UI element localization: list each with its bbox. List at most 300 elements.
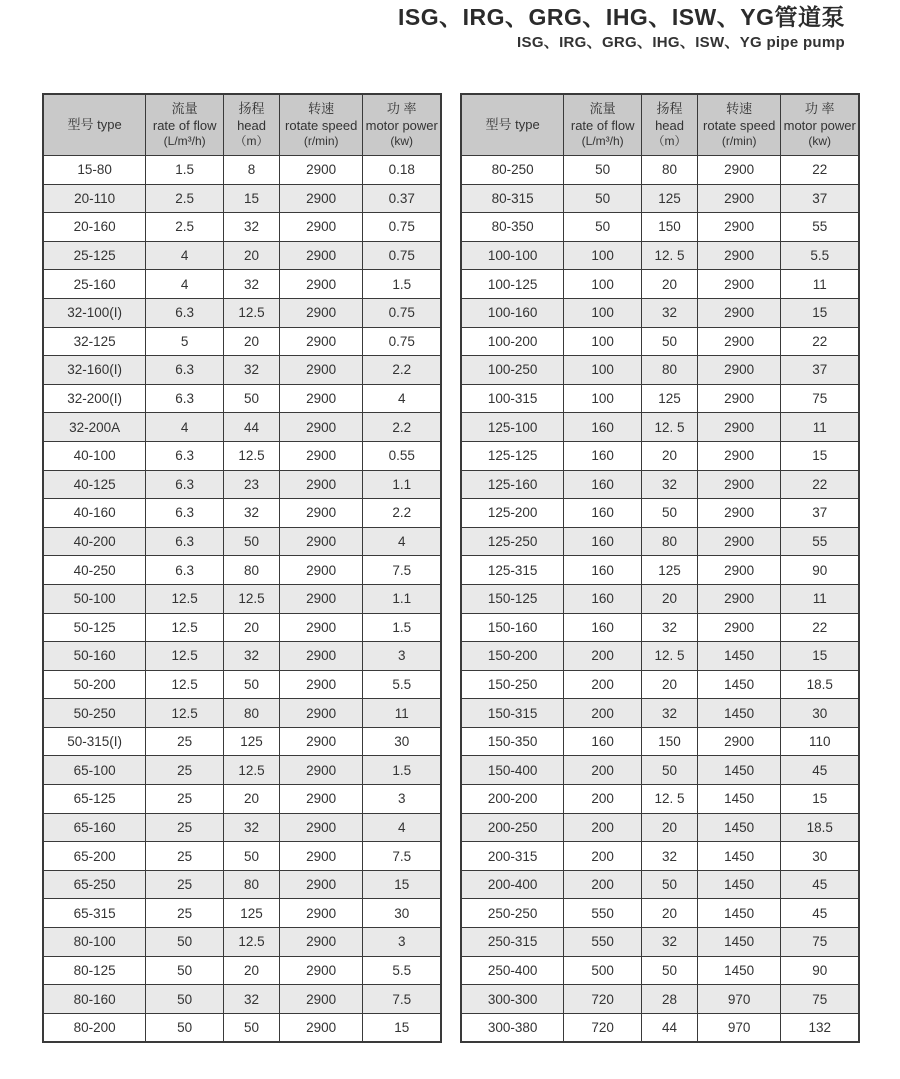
table-row [43, 556, 441, 585]
table-cell: 2900 [697, 727, 781, 756]
table-cell: 125 [224, 899, 280, 928]
table-cell: 1450 [697, 842, 781, 871]
table-cell: 200-250 [461, 813, 564, 842]
table-cell: 0.37 [363, 184, 441, 213]
table-cell: 25 [146, 870, 224, 899]
table-cell: 2.2 [363, 499, 441, 528]
table-cell: 20 [224, 241, 280, 270]
table-cell: 125-250 [461, 527, 564, 556]
table-cell: 6.3 [146, 527, 224, 556]
table-cell: 3 [363, 785, 441, 814]
table-cell: 1450 [697, 670, 781, 699]
table-cell: 32 [224, 270, 280, 299]
table-cell: 2900 [697, 527, 781, 556]
table-row [461, 413, 859, 442]
table-row [43, 670, 441, 699]
table-cell: 200 [564, 842, 642, 871]
table-cell: 7.5 [363, 842, 441, 871]
table-cell: 2900 [697, 384, 781, 413]
table-cell: 50 [146, 928, 224, 957]
table-row [461, 470, 859, 499]
table-cell: 2900 [279, 327, 363, 356]
table-row [461, 956, 859, 985]
header-speed [279, 94, 363, 156]
table-cell: 3 [363, 928, 441, 957]
table-cell: 200-400 [461, 870, 564, 899]
table-cell: 22 [781, 156, 859, 185]
pump-spec-table-left [42, 93, 442, 1043]
table-cell: 80-200 [43, 1013, 146, 1042]
table-row [43, 813, 441, 842]
table-cell: 2900 [279, 727, 363, 756]
table-cell: 100-100 [461, 241, 564, 270]
table-cell: 50 [146, 956, 224, 985]
table-cell: 5.5 [781, 241, 859, 270]
table-cell: 125 [642, 556, 698, 585]
table-cell: 2900 [279, 527, 363, 556]
table-cell: 132 [781, 1013, 859, 1042]
table-row [43, 613, 441, 642]
table-cell: 32 [224, 642, 280, 671]
table-cell: 37 [781, 356, 859, 385]
table-cell: 2900 [279, 184, 363, 213]
page-title-chinese: ISG、IRG、GRG、IHG、ISW、YG管道泵 [398, 4, 845, 30]
table-cell: 32 [642, 613, 698, 642]
table-cell: 75 [781, 985, 859, 1014]
table-cell: 200 [564, 870, 642, 899]
header-speed-zh: 转速 [308, 101, 335, 117]
table-cell: 2900 [697, 441, 781, 470]
table-cell: 100 [564, 356, 642, 385]
table-row [461, 384, 859, 413]
table-cell: 12. 5 [642, 413, 698, 442]
header-flow-en: rate of flow [152, 117, 217, 133]
table-cell: 2900 [279, 384, 363, 413]
table-cell: 7.5 [363, 985, 441, 1014]
table-row [43, 441, 441, 470]
table-cell: 80-125 [43, 956, 146, 985]
table-cell: 150-250 [461, 670, 564, 699]
table-cell: 30 [781, 699, 859, 728]
table-cell: 15-80 [43, 156, 146, 185]
table-row [43, 727, 441, 756]
table-cell: 5.5 [363, 670, 441, 699]
table-cell: 2900 [279, 270, 363, 299]
header-speed [697, 94, 781, 156]
table-cell: 65-125 [43, 785, 146, 814]
table-row [461, 584, 859, 613]
table-cell: 25 [146, 785, 224, 814]
table-cell: 150-200 [461, 642, 564, 671]
pump-spec-table-right [460, 93, 860, 1043]
table-cell: 22 [781, 470, 859, 499]
table-cell: 37 [781, 184, 859, 213]
table-cell: 50-200 [43, 670, 146, 699]
table-cell: 80-250 [461, 156, 564, 185]
table-cell: 6.3 [146, 356, 224, 385]
header-head-unit: （m） [652, 133, 687, 148]
table-cell: 4 [146, 241, 224, 270]
table-cell: 22 [781, 327, 859, 356]
table-row [43, 413, 441, 442]
table-cell: 11 [781, 413, 859, 442]
table-cell: 6.3 [146, 384, 224, 413]
header-head [642, 94, 698, 156]
table-cell: 6.3 [146, 441, 224, 470]
table-cell: 100 [564, 298, 642, 327]
table-cell: 25 [146, 727, 224, 756]
table-cell: 2900 [279, 899, 363, 928]
header-flow-unit: (L/m³/h) [163, 133, 206, 148]
table-cell: 1.1 [363, 584, 441, 613]
table-cell: 2900 [697, 413, 781, 442]
table-cell: 50 [224, 527, 280, 556]
table-cell: 90 [781, 956, 859, 985]
table-cell: 12. 5 [642, 241, 698, 270]
header-type [43, 94, 146, 156]
table-cell: 2900 [279, 413, 363, 442]
table-row [461, 985, 859, 1014]
table-body [43, 156, 441, 1043]
table-cell: 50 [642, 327, 698, 356]
table-cell: 50-160 [43, 642, 146, 671]
table-cell: 11 [781, 584, 859, 613]
table-cell: 80 [224, 870, 280, 899]
table-row [461, 156, 859, 185]
table-cell: 6.3 [146, 556, 224, 585]
table-cell: 160 [564, 470, 642, 499]
header-power [781, 94, 859, 156]
table-cell: 32 [642, 470, 698, 499]
table-cell: 2900 [697, 613, 781, 642]
table-cell: 50 [224, 1013, 280, 1042]
table-cell: 15 [781, 298, 859, 327]
table-cell: 2900 [279, 870, 363, 899]
table-cell: 150-160 [461, 613, 564, 642]
table-cell: 12.5 [146, 642, 224, 671]
table-cell: 0.75 [363, 241, 441, 270]
header-power-zh: 功 率 [386, 101, 417, 117]
table-cell: 22 [781, 613, 859, 642]
table-cell: 65-100 [43, 756, 146, 785]
table-cell: 80-350 [461, 213, 564, 242]
table-cell: 32 [642, 298, 698, 327]
table-cell: 1450 [697, 699, 781, 728]
table-cell: 100-160 [461, 298, 564, 327]
table-cell: 200 [564, 642, 642, 671]
table-row [43, 184, 441, 213]
table-cell: 80 [642, 527, 698, 556]
table-cell: 55 [781, 527, 859, 556]
table-cell: 7.5 [363, 556, 441, 585]
table-cell: 12.5 [146, 699, 224, 728]
table-cell: 2.5 [146, 184, 224, 213]
table-cell: 32 [642, 842, 698, 871]
table-cell: 12.5 [224, 584, 280, 613]
table-cell: 20 [642, 899, 698, 928]
table-cell: 5.5 [363, 956, 441, 985]
table-cell: 970 [697, 985, 781, 1014]
table-cell: 2900 [279, 842, 363, 871]
table-cell: 125-125 [461, 441, 564, 470]
table-cell: 32 [642, 928, 698, 957]
table-cell: 110 [781, 727, 859, 756]
table-cell: 1450 [697, 756, 781, 785]
table-cell: 40-160 [43, 499, 146, 528]
table-cell: 11 [781, 270, 859, 299]
table-row [461, 213, 859, 242]
table-cell: 20-110 [43, 184, 146, 213]
table-cell: 25 [146, 899, 224, 928]
table-cell: 0.55 [363, 441, 441, 470]
table-cell: 20 [224, 327, 280, 356]
table-cell: 125 [224, 727, 280, 756]
header-flow-zh: 流量 [171, 101, 198, 117]
header-speed-unit: (r/min) [721, 133, 757, 148]
header-flow [146, 94, 224, 156]
table-row [43, 1013, 441, 1042]
table-cell: 65-315 [43, 899, 146, 928]
table-cell: 2900 [279, 756, 363, 785]
table-cell: 4 [363, 384, 441, 413]
table-cell: 2900 [279, 956, 363, 985]
table-cell: 18.5 [781, 670, 859, 699]
table-cell: 160 [564, 413, 642, 442]
table-cell: 45 [781, 870, 859, 899]
table-cell: 300-300 [461, 985, 564, 1014]
table-cell: 160 [564, 441, 642, 470]
table-row [461, 441, 859, 470]
table-cell: 30 [781, 842, 859, 871]
table-row [43, 213, 441, 242]
page-title-english: ISG、IRG、GRG、IHG、ISW、YG pipe pump [517, 33, 845, 51]
table-row [461, 499, 859, 528]
table-cell: 2900 [279, 928, 363, 957]
table-cell: 15 [363, 870, 441, 899]
table-row [43, 985, 441, 1014]
table-cell: 75 [781, 384, 859, 413]
table-row [43, 785, 441, 814]
table-cell: 4 [363, 527, 441, 556]
table-cell: 50-315(I) [43, 727, 146, 756]
table-cell: 12.5 [224, 298, 280, 327]
table-cell: 250-250 [461, 899, 564, 928]
table-cell: 50 [564, 184, 642, 213]
table-cell: 100-125 [461, 270, 564, 299]
table-row [461, 270, 859, 299]
table-cell: 20 [642, 270, 698, 299]
table-cell: 6.3 [146, 499, 224, 528]
table-cell: 15 [224, 184, 280, 213]
table-cell: 2900 [279, 813, 363, 842]
table-cell: 12.5 [224, 928, 280, 957]
table-cell: 32-100(I) [43, 298, 146, 327]
table-cell: 1450 [697, 956, 781, 985]
table-row [461, 1013, 859, 1042]
table-cell: 40-125 [43, 470, 146, 499]
table-cell: 150-350 [461, 727, 564, 756]
table-cell: 250-315 [461, 928, 564, 957]
table-row [43, 956, 441, 985]
header-type-label: 型号 type [67, 116, 122, 132]
table-row [461, 756, 859, 785]
header-power-unit: (kw) [808, 133, 832, 148]
table-cell: 32 [642, 699, 698, 728]
table-cell: 1.5 [363, 756, 441, 785]
header-head-en: head [655, 117, 684, 133]
table-cell: 100-250 [461, 356, 564, 385]
table-cell: 50-125 [43, 613, 146, 642]
table-cell: 50 [224, 842, 280, 871]
table-cell: 200 [564, 756, 642, 785]
table-row [461, 670, 859, 699]
table-cell: 80 [642, 156, 698, 185]
table-cell: 2900 [279, 699, 363, 728]
table-cell: 1450 [697, 813, 781, 842]
table-cell: 32 [224, 356, 280, 385]
header-power-en: motor power [783, 117, 856, 133]
table-cell: 15 [363, 1013, 441, 1042]
table-cell: 50 [642, 499, 698, 528]
table-cell: 32-125 [43, 327, 146, 356]
table-cell: 1450 [697, 899, 781, 928]
table-cell: 80-100 [43, 928, 146, 957]
table-cell: 40-250 [43, 556, 146, 585]
table-cell: 32 [224, 499, 280, 528]
table-cell: 4 [146, 270, 224, 299]
table-cell: 2900 [279, 499, 363, 528]
table-cell: 2900 [279, 470, 363, 499]
table-cell: 80-160 [43, 985, 146, 1014]
table-cell: 20 [642, 441, 698, 470]
table-cell: 100-200 [461, 327, 564, 356]
table-cell: 200 [564, 813, 642, 842]
table-header [43, 94, 441, 156]
table-row [43, 756, 441, 785]
table-cell: 1450 [697, 642, 781, 671]
table-cell: 970 [697, 1013, 781, 1042]
table-row [461, 241, 859, 270]
table-cell: 500 [564, 956, 642, 985]
table-row [461, 842, 859, 871]
table-cell: 2900 [697, 556, 781, 585]
table-cell: 32-200A [43, 413, 146, 442]
table-row [43, 527, 441, 556]
table-cell: 12.5 [146, 613, 224, 642]
table-cell: 2900 [697, 156, 781, 185]
table-row [461, 356, 859, 385]
table-cell: 2900 [279, 613, 363, 642]
table-row [461, 899, 859, 928]
table-row [461, 699, 859, 728]
table-cell: 90 [781, 556, 859, 585]
table-cell: 6.3 [146, 470, 224, 499]
table-cell: 200-315 [461, 842, 564, 871]
table-cell: 1450 [697, 785, 781, 814]
table-cell: 65-160 [43, 813, 146, 842]
table-cell: 1450 [697, 928, 781, 957]
table-cell: 160 [564, 584, 642, 613]
table-row [43, 499, 441, 528]
table-cell: 100 [564, 270, 642, 299]
table-cell: 150-125 [461, 584, 564, 613]
table-cell: 50-100 [43, 584, 146, 613]
table-cell: 150-315 [461, 699, 564, 728]
header-power-en: motor power [365, 117, 438, 133]
header-speed-zh: 转速 [726, 101, 753, 117]
table-cell: 50 [146, 1013, 224, 1042]
table-cell: 2900 [279, 1013, 363, 1042]
table-cell: 160 [564, 727, 642, 756]
table-row [461, 785, 859, 814]
table-row [461, 870, 859, 899]
table-cell: 2900 [279, 670, 363, 699]
table-cell: 25 [146, 813, 224, 842]
table-row [43, 241, 441, 270]
table-cell: 45 [781, 756, 859, 785]
table-cell: 80 [224, 699, 280, 728]
table-cell: 150 [642, 727, 698, 756]
table-cell: 15 [781, 441, 859, 470]
table-row [43, 928, 441, 957]
table-header [461, 94, 859, 156]
table-cell: 12. 5 [642, 642, 698, 671]
table-cell: 2900 [279, 584, 363, 613]
table-cell: 50-250 [43, 699, 146, 728]
table-cell: 28 [642, 985, 698, 1014]
table-row [461, 813, 859, 842]
header-speed-en: rotate speed [703, 117, 776, 133]
table-cell: 25-125 [43, 241, 146, 270]
table-cell: 720 [564, 985, 642, 1014]
table-row [461, 556, 859, 585]
header-row [43, 94, 441, 156]
table-cell: 125 [642, 184, 698, 213]
table-row [461, 527, 859, 556]
header-flow-en: rate of flow [570, 117, 635, 133]
table-cell: 50 [642, 956, 698, 985]
header-head-zh: 扬程 [656, 101, 683, 117]
table-cell: 8 [224, 156, 280, 185]
header-row [461, 94, 859, 156]
table-cell: 12. 5 [642, 785, 698, 814]
table-row [461, 327, 859, 356]
table-cell: 100 [564, 241, 642, 270]
table-cell: 25 [146, 756, 224, 785]
header-head [224, 94, 280, 156]
table-cell: 2900 [279, 785, 363, 814]
table-cell: 12.5 [224, 441, 280, 470]
table-cell: 20 [642, 813, 698, 842]
table-cell: 30 [363, 727, 441, 756]
table-cell: 25-160 [43, 270, 146, 299]
table-cell: 80 [224, 556, 280, 585]
header-power-unit: (kw) [390, 133, 414, 148]
table-cell: 12.5 [224, 756, 280, 785]
table-cell: 1.5 [146, 156, 224, 185]
table-cell: 0.18 [363, 156, 441, 185]
table-cell: 150-400 [461, 756, 564, 785]
table-cell: 32-160(I) [43, 356, 146, 385]
table-row [461, 727, 859, 756]
table-cell: 125-100 [461, 413, 564, 442]
table-cell: 1.5 [363, 613, 441, 642]
table-cell: 65-250 [43, 870, 146, 899]
table-cell: 32 [224, 813, 280, 842]
table-cell: 4 [363, 813, 441, 842]
table-cell: 25 [146, 842, 224, 871]
table-row [43, 870, 441, 899]
